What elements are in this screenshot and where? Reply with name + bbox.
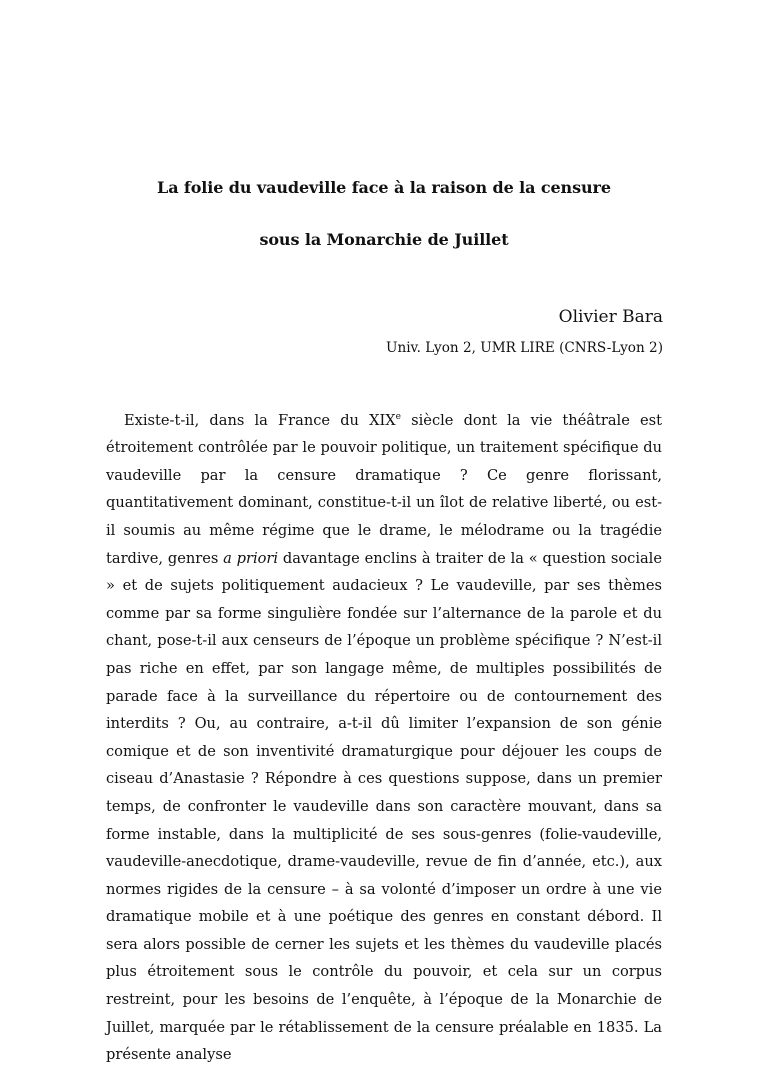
title-line-2: sous la Monarchie de Juillet [259, 230, 509, 249]
paragraph-text-1: Existe-t-il, dans la France du XIX [124, 411, 396, 429]
italic-a-priori: a priori [223, 549, 279, 567]
title-line-1: La folie du vaudeville face à la raison de la censure [157, 178, 611, 197]
author-affiliation: Univ. Lyon 2, UMR LIRE (CNRS-Lyon 2) [385, 340, 663, 356]
paragraph-text-2: siècle dont la vie théâtrale est étroitement contrôlée par le pouvoir politique, un traitement spécifique du vaudeville par la censure dramatique ? Ce genre florissant, quantitativement dominant, constitue-t-il un îlot de relative liberté, ou est-il soumis au même régime que le drame, le mélodrame ou la tragédie tardive, genres [106, 411, 662, 567]
paragraph-text-3: davantage enclins à traiter de la « question sociale » et de sujets politiquement audacieux ? Le vaudeville, par ses thèmes comme par sa forme singulière fondée sur l’alternance de la parole et du chant, pose-t-il aux censeurs de l’époque un problème spécifique ? N’est-il pas riche en effet, par son langage même, de multiples possibilités de parade face à la surveillance du répertoire ou de contournement des interdits ? Ou, au contraire, a-t-il dû limiter l’expansion de son génie comique et de son inventivité dramaturgique pour déjouer les coups de ciseau d’Anastasie ? Répondre à ces questions suppose, dans un premier temps, de confronter le vaudeville dans son caractère mouvant, dans sa forme instable, dans la multiplicité de ses sous-genres (folie-vaudeville, vaudeville-anecdotique, drame-vaudeville, revue de fin d’année, etc.), aux normes rigides de la censure – à sa volonté d’imposer un ordre à une vie dramatique mobile et à une poétique des genres en constant débord. Il sera alors possible de cerner les sujets et les thèmes du vaudeville placés plus étroitement sous le contrôle du pouvoir, et cela sur un corpus restreint, pour les besoins de l’enquête, à l’époque de la Monarchie de Juillet, marquée par le rétablissement de la censure préalable en 1835. La présente analyse [106, 549, 662, 1064]
superscript-e: e [395, 411, 401, 422]
body-paragraph [106, 407, 662, 1069]
author-name: Olivier Bara [558, 307, 663, 327]
